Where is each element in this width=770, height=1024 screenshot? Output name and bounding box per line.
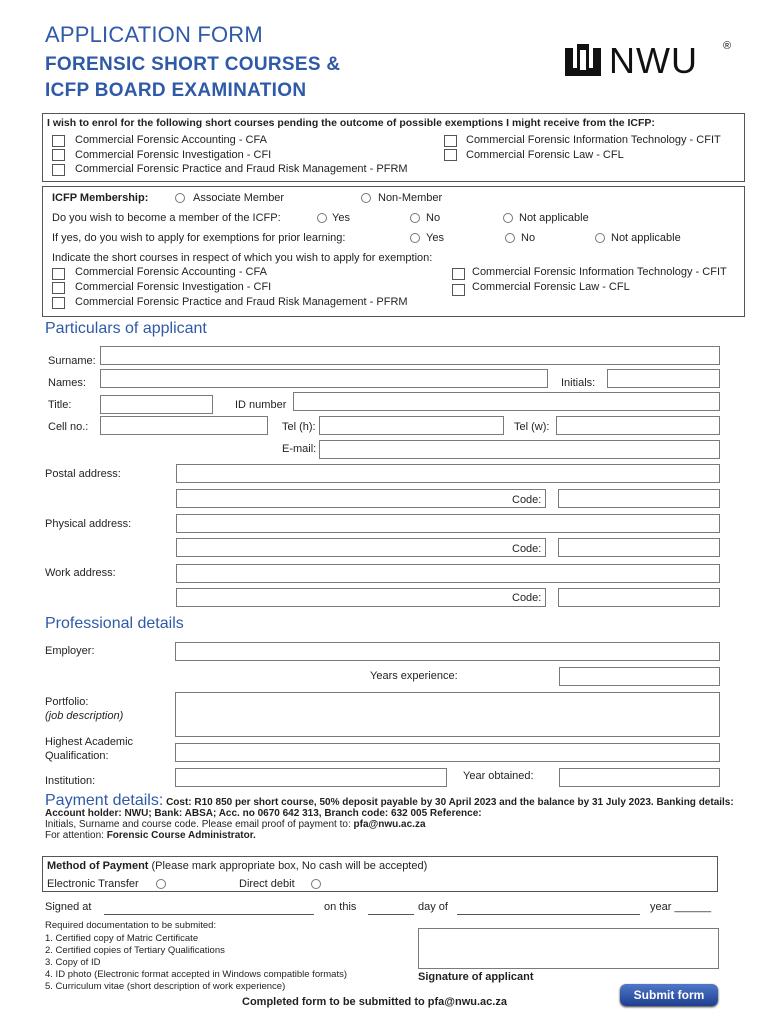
portfolio-input[interactable] [175,692,720,737]
member-na-label: Not applicable [519,212,589,224]
physical-code-label: Code: [512,543,542,555]
exemption-na-label: Not applicable [611,232,681,244]
payment-attention: For attention: [45,830,107,841]
on-this-line[interactable] [368,914,414,915]
eft-radio[interactable] [156,879,166,889]
professional-heading: Professional details [45,615,184,632]
member-no-label: No [426,212,441,224]
initials-label: Initials: [561,377,596,389]
exemption-yes-label: Yes [426,232,444,244]
postal-address-label: Postal address: [45,468,121,480]
postal-address-line1[interactable] [176,464,720,483]
doc-item: 4. ID photo (Electronic format accepted in Windows compatible formats) [45,969,348,980]
postal-address-line2[interactable] [176,489,546,508]
direct-debit-label: Direct debit [239,878,295,890]
signed-at-line[interactable] [104,914,314,915]
names-label: Names: [48,377,86,389]
exempt-pfrm-label: Commercial Forensic Practice and Fraud Risk Management - PFRM [75,296,408,308]
employer-label: Employer: [45,645,95,657]
tel-h-input[interactable] [319,416,504,435]
enrol-cfit-checkbox[interactable] [444,135,457,147]
tel-h-label: Tel (h): [282,421,316,433]
year-label: year ______ [650,901,712,913]
email-input[interactable] [319,440,720,459]
year-obtained-input[interactable] [559,768,720,787]
exempt-cfl-label: Commercial Forensic Law - CFL [472,281,630,293]
physical-code-input[interactable] [558,538,720,557]
payment-cost: Cost: R10 850 per short course, 50% deposit payable by 30 April 2023 and the balance by 31 [166,797,604,808]
institution-input[interactable] [175,768,447,787]
associate-member-label: Associate Member [193,192,285,204]
exempt-cfa-label: Commercial Forensic Accounting - CFA [75,266,267,278]
highest-qual-label-2: Qualification: [45,750,109,762]
tel-w-input[interactable] [556,416,720,435]
non-member-radio[interactable] [361,193,371,203]
payment-method-line [47,860,427,872]
enrol-cfi-checkbox[interactable] [52,149,65,161]
year-obtained-label: Year obtained: [463,770,534,782]
exempt-pfrm-checkbox[interactable] [52,297,65,309]
initials-input[interactable] [607,369,720,388]
work-address-label: Work address: [45,567,116,579]
title-label: Title: [48,399,72,411]
non-member-label: Non-Member [378,192,443,204]
names-input[interactable] [100,369,548,388]
payment-details [45,792,735,841]
physical-address-label: Physical address: [45,518,132,530]
form-subtitle-2: ICFP BOARD EXAMINATION [45,80,307,101]
payment-reference: Initials, Surname and course code. Please email proof of payment to: [45,819,354,830]
portfolio-label: Portfolio: [45,696,89,708]
enrol-cfit-label: Commercial Forensic Information Technology - CFIT [466,134,721,146]
enrol-cfl-label: Commercial Forensic Law - CFL [466,149,624,161]
employer-input[interactable] [175,642,720,661]
on-this-label: on this [324,901,357,913]
nwu-logo [563,38,733,80]
payment-method-label: Method of Payment [47,860,149,872]
direct-debit-radio[interactable] [311,879,321,889]
enrol-pfrm-checkbox[interactable] [52,164,65,176]
exemption-na-radio[interactable] [595,233,605,243]
surname-input[interactable] [100,346,720,365]
submit-note: Completed form to be submitted to pfa@nwu.ac.za [242,996,507,1008]
signed-at-label: Signed at [45,901,92,913]
payment-email: pfa@nwu.ac.za [353,819,426,830]
exemption-no-radio[interactable] [505,233,515,243]
id-number-label: ID number [235,399,287,411]
cell-label: Cell no.: [48,421,89,433]
enrol-pfrm-label: Commercial Forensic Practice and Fraud Risk Management - PFRM [75,163,408,175]
nwu-logo-text: NWU [609,40,698,81]
payment-no-cash: No cash will be accepted) [301,860,428,872]
highest-qualification-input[interactable] [175,743,720,762]
title-input[interactable] [100,395,213,414]
doc-item: 5. Curriculum vitae (short description of work experience) [45,981,286,992]
work-code-label: Code: [512,592,542,604]
enrol-intro: I wish to enrol for the following short courses pending the outcome of possible exemptions I might receive from the ICFP: [47,117,655,129]
exemption-no-label: No [521,232,536,244]
signature-label: Signature of applicant [418,971,534,983]
exempt-cfi-label: Commercial Forensic Investigation - CFI [75,281,272,293]
years-experience-label: Years experience: [370,670,458,682]
day-of-label: day of [418,901,448,913]
exemption-indicate-text: Indicate the short courses in respect of which you wish to apply for exemption: [52,252,433,264]
tel-w-label: Tel (w): [514,421,550,433]
physical-address-line1[interactable] [176,514,720,533]
become-member-question: Do you wish to become a member of the ICFP: [52,212,281,224]
form-subtitle-1: FORENSIC SHORT COURSES & [45,54,341,75]
member-yes-radio[interactable] [317,213,327,223]
postal-code-input[interactable] [558,489,720,508]
enrol-cfi-label: Commercial Forensic Investigation - CFI [75,149,272,161]
exempt-cfit-checkbox[interactable] [452,268,465,280]
payment-heading: Payment details: [45,792,164,809]
exempt-cfit-label: Commercial Forensic Information Technology - CFIT [472,266,727,278]
email-label: E-mail: [282,443,317,455]
doc-item: 1. Certified copy of Matric Certificate [45,933,199,944]
member-na-radio[interactable] [503,213,513,223]
highest-qual-label-1: Highest Academic [45,736,134,748]
work-address-line2[interactable] [176,588,546,607]
enrol-cfa-checkbox[interactable] [52,135,65,147]
exempt-cfl-checkbox[interactable] [452,284,465,296]
institution-label: Institution: [45,775,96,787]
payment-method-note: (Please mark appropriate box, [148,860,302,872]
enrol-cfa-label: Commercial Forensic Accounting - CFA [75,134,267,146]
payment-banking: July 2023. Banking details: Account holder: NWU; Bank: ABSA; Acc. no 0670 642 313, Branch code: 632 005 Reference: [45,797,734,819]
eft-label: Electronic Transfer [47,878,139,890]
cell-input[interactable] [100,416,268,435]
member-no-radio[interactable] [410,213,420,223]
exempt-cfa-checkbox[interactable] [52,268,65,280]
exemption-yes-radio[interactable] [410,233,420,243]
postal-code-label: Code: [512,494,542,506]
registered-mark: ® [723,40,732,52]
surname-label: Surname: [48,355,96,367]
particulars-heading: Particulars of applicant [45,320,207,337]
exempt-cfi-checkbox[interactable] [52,282,65,294]
associate-member-radio[interactable] [175,193,185,203]
payment-administrator: Forensic Course Administrator. [106,830,256,841]
docs-heading: Required documentation to be submited: [45,920,217,931]
id-number-input[interactable] [293,392,720,411]
work-code-input[interactable] [558,588,720,607]
icfp-membership-label: ICFP Membership: [52,192,149,204]
years-experience-input[interactable] [559,667,720,686]
form-title: APPLICATION FORM [45,22,263,47]
physical-address-line2[interactable] [176,538,546,557]
work-address-line1[interactable] [176,564,720,583]
member-yes-label: Yes [332,212,350,224]
doc-item: 2. Certified copies of Tertiary Qualifications [45,945,225,956]
submit-form-button[interactable]: Submit form [620,984,718,1006]
exemption-question: If yes, do you wish to apply for exemptions for prior learning: [52,232,346,244]
signature-box[interactable] [418,928,719,969]
day-of-line[interactable] [457,914,640,915]
enrol-cfl-checkbox[interactable] [444,149,457,161]
nwu-logo-icon [563,40,603,78]
job-description-label: (job description) [45,710,124,722]
doc-item: 3. Copy of ID [45,957,101,968]
